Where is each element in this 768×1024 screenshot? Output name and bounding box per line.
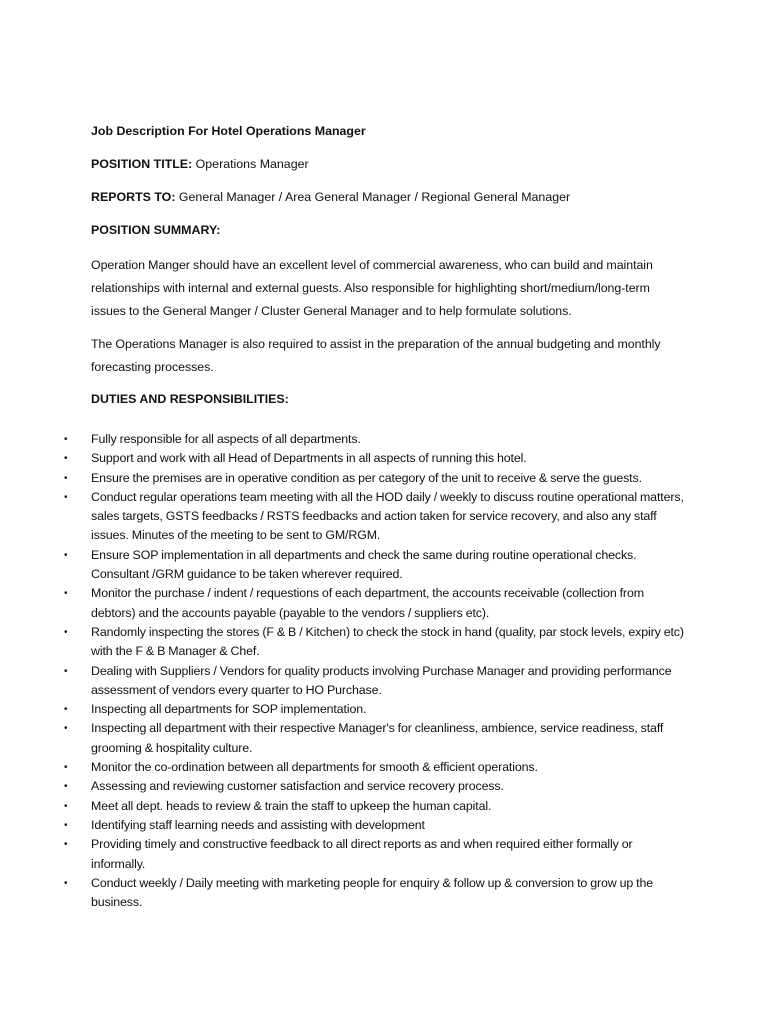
duty-text: Ensure SOP implementation in all departments and check the same during routine operational checks. Consultant /GRM guidance to be taken wherever required.	[91, 547, 637, 582]
list-item	[64, 488, 684, 546]
bullet-icon: •	[64, 723, 68, 735]
list-item	[64, 874, 684, 913]
duties-heading: DUTIES AND RESPONSIBILITIES:	[91, 392, 289, 406]
bullet-icon: •	[64, 472, 68, 484]
duty-text: Fully responsible for all aspects of all departments.	[91, 432, 361, 446]
duty-text: Ensure the premises are in operative condition as per category of the unit to receive & serve the guests.	[91, 470, 642, 485]
list-item	[64, 662, 684, 701]
position-summary-heading: POSITION SUMMARY:	[91, 223, 221, 237]
bullet-icon: •	[64, 781, 68, 793]
bullet-icon: •	[64, 626, 68, 638]
list-item	[64, 777, 684, 796]
position-title-value: Operations Manager	[195, 157, 309, 171]
reports-to-value: General Manager / Area General Manager / Regional General Manager	[178, 190, 571, 204]
duty-text: Dealing with Suppliers / Vendors for quality products involving Purchase Manager and providing performance assessment of vendors every quarter to HO Purchase.	[91, 663, 672, 697]
bullet-icon: •	[64, 588, 68, 600]
duty-text: Conduct weekly / Daily meeting with marketing people for enquiry & follow up & conversion to grow up the business.	[91, 875, 654, 910]
duty-text: Inspecting all departments for SOP implementation.	[91, 702, 367, 717]
duty-text: Inspecting all department with their respective Manager's for cleanliness, ambience, service readiness, staff grooming & hospitality culture.	[91, 721, 664, 755]
list-item	[64, 623, 684, 662]
summary-paragraph: Operation Manger should have an excellent level of commercial awareness, who can build and maintain relationships with internal and external guests. Also responsible for highlighting short/medium/long-term issues to the General Manger / Cluster General Manager and to help formulate solutions.	[91, 258, 653, 318]
duty-text: Monitor the purchase / indent / requestions of each department, the accounts receivable (collection from debtors) and the accounts payable (payable to the vendors / suppliers etc).	[91, 586, 644, 620]
list-item	[64, 449, 684, 468]
position-title-line	[91, 157, 681, 171]
list-item	[64, 584, 684, 623]
summary-paragraph: The Operations Manager is also required to assist in the preparation of the annual budgeting and monthly forecasting processes.	[91, 337, 661, 374]
bullet-icon: •	[64, 434, 68, 445]
list-item	[64, 758, 684, 777]
list-item	[64, 546, 684, 585]
bullet-icon: •	[64, 549, 68, 561]
duty-text: Monitor the co-ordination between all departments for smooth & efficient operations.	[91, 760, 538, 775]
duty-text: Assessing and reviewing customer satisfaction and service recovery process.	[91, 779, 504, 794]
reports-to-line	[91, 190, 681, 204]
document-title: Job Description For Hotel Operations Manager	[91, 124, 366, 138]
duty-text: Meet all dept. heads to review & train the staff to upkeep the human capital.	[91, 798, 492, 813]
duty-text: Support and work with all Head of Departments in all aspects of running this hotel.	[91, 451, 527, 466]
bullet-icon: •	[64, 453, 68, 465]
list-item	[64, 700, 684, 719]
bullet-icon: •	[64, 704, 68, 716]
duty-text: Providing timely and constructive feedback to all direct reports as and when required either formally or informally.	[91, 837, 633, 871]
bullet-icon: •	[64, 839, 68, 851]
reports-to-label: REPORTS TO:	[91, 190, 176, 204]
bullet-icon: •	[64, 665, 68, 677]
list-item	[64, 797, 684, 816]
duties-list	[64, 430, 684, 912]
list-item	[64, 816, 684, 835]
duty-text: Randomly inspecting the stores (F & B / Kitchen) to check the stock in hand (quality, par stock levels, expiry etc) with the F & B Manager & Chef.	[91, 624, 684, 659]
duty-text: Conduct regular operations team meeting with all the HOD daily / weekly to discuss routine operational matters, sales targets, GSTS feedbacks / RSTS feedbacks and action taken for service recovery, and also any staff issues. Minutes of the meeting to be sent to GM/RGM.	[91, 489, 684, 543]
position-title-label: POSITION TITLE:	[91, 157, 193, 171]
bullet-icon: •	[64, 877, 68, 889]
duty-text: Identifying staff learning needs and assisting with development	[91, 817, 425, 832]
bullet-icon: •	[64, 819, 68, 831]
bullet-icon: •	[64, 762, 68, 774]
list-item	[64, 719, 684, 758]
list-item	[64, 835, 684, 874]
bullet-icon: •	[64, 800, 68, 812]
bullet-icon: •	[64, 491, 68, 503]
list-item	[64, 469, 684, 488]
list-item	[64, 430, 684, 449]
